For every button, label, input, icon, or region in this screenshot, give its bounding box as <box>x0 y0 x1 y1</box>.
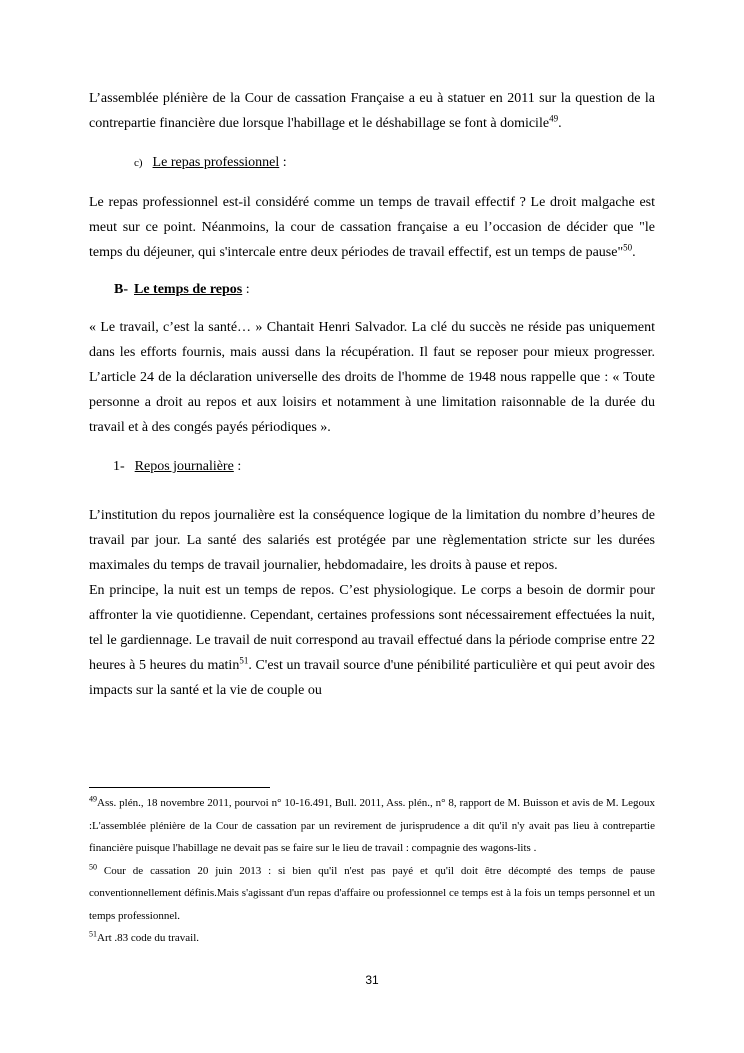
page-number: 31 <box>365 973 379 987</box>
footnotes <box>89 792 655 950</box>
paragraph-intro-text: L’assemblée plénière de la Cour de cassation Française a eu à statuer en 2011 sur la question de la contrepartie financière due lorsque l'habillage et le déshabillage se font à domicile <box>89 91 655 131</box>
footnote-ref-51: 51 <box>239 655 249 666</box>
heading-repos-journaliere <box>89 454 655 479</box>
footnote-separator <box>89 787 270 788</box>
heading-repas-professionnel <box>89 150 655 176</box>
paragraph-intro-tail: . <box>558 116 562 131</box>
heading-suffix-journaliere: : <box>233 459 242 474</box>
paragraph-repas-tail: . <box>632 245 636 260</box>
paragraph-repas <box>89 190 655 265</box>
footnote-ref-49: 49 <box>549 113 559 124</box>
heading-title-repas: Le repas professionnel <box>152 155 280 170</box>
footnote-51 <box>89 927 655 950</box>
footnote-ref-50: 50 <box>623 242 633 253</box>
paragraph-institution: L’institution du repos journalière est la conséquence logique de la limitation du nombre d’heures de travail par jour. La santé des salariés est protégée par une règlementation stricte sur les durées maximales du temps de travail journalier, hebdomadaire, les droits à pause et repos. <box>89 508 655 573</box>
heading-suffix-repos: : <box>242 282 250 297</box>
paragraph-nuit <box>89 578 655 703</box>
heading-suffix-repas: : <box>279 155 287 170</box>
paragraph-nuit-text: En principe, la nuit est un temps de repos. C’est physiologique. Le corps a besoin de dormir pour affronter la vie quotidienne. Cependant, certaines professions sont nécessairement effectuées la nuit, tel le gardiennage. Le travail de nuit correspond au travail effectué dans la période comprise entre 22 heures à 5 heures du matin <box>89 583 655 673</box>
footnote-number-50: 50 <box>89 861 97 871</box>
footnote-text-49: Ass. plén., 18 novembre 2011, pourvoi n° 10-16.491, Bull. 2011, Ass. plén., n° 8, rapport de M. Buisson et avis de M. Legoux :L'assemblée plénière de la Cour de cassation par un revirement de jurisprudence a dit qu'il n'y avait pas lieu à contrepartie financière puisque l'habillage ne devait pas se faire sur le lieu de travail : compagnie des wagons-lits . <box>89 797 655 854</box>
footnote-number-49: 49 <box>89 794 97 804</box>
paragraph-repos: « Le travail, c’est la santé… » Chantait Henri Salvador. La clé du succès ne réside pas uniquement dans les efforts fournis, mais aussi dans la récupération. Il faut se reposer pour mieux progresser. L’article 24 de la déclaration universelle des droits de l'homme de 1948 nous rappelle que : « Toute personne a droit au repos et aux loisirs et notamment à une limitation raisonnable de la durée du travail et à des congés payés périodiques ». <box>89 320 655 435</box>
paragraph-repas-text: Le repas professionnel est-il considéré comme un temps de travail effectif ? Le droit malgache est meut sur ce point. Néanmoins, la cour de cassation française a eu l’occasion de décider que "le temps du déjeuner, qui s'intercale entre deux périodes de travail effectif, est un temps de pause" <box>89 195 655 260</box>
heading-temps-de-repos <box>89 277 655 302</box>
heading-marker-b: B- <box>114 282 128 297</box>
footnote-text-51: Art .83 code du travail. <box>97 932 200 944</box>
heading-marker-c: c) <box>134 157 143 169</box>
footnote-number-51: 51 <box>89 929 97 939</box>
body-text <box>89 86 655 703</box>
paragraph-intro <box>89 86 655 136</box>
footnote-text-50: Cour de cassation 20 juin 2013 : si bien qu'il n'est pas payé et qu'il doit être décompté des temps de pause conventionnellement définis.Mais s'agissant d'un repas d'affaire ou professionnel ce temps est à la fois un temps personnel et un temps professionnel. <box>89 864 655 922</box>
footnote-50 <box>89 860 655 928</box>
paragraph-nuit-tail: . C'est un travail source d'une pénibilité particulière et qui peut avoir des impacts sur la santé et la vie de couple ou <box>89 658 655 698</box>
footnote-49 <box>89 792 655 860</box>
heading-title-repos: Le temps de repos <box>134 282 243 297</box>
heading-title-journaliere: Repos journalière <box>134 459 234 474</box>
heading-marker-1: 1- <box>113 459 125 474</box>
